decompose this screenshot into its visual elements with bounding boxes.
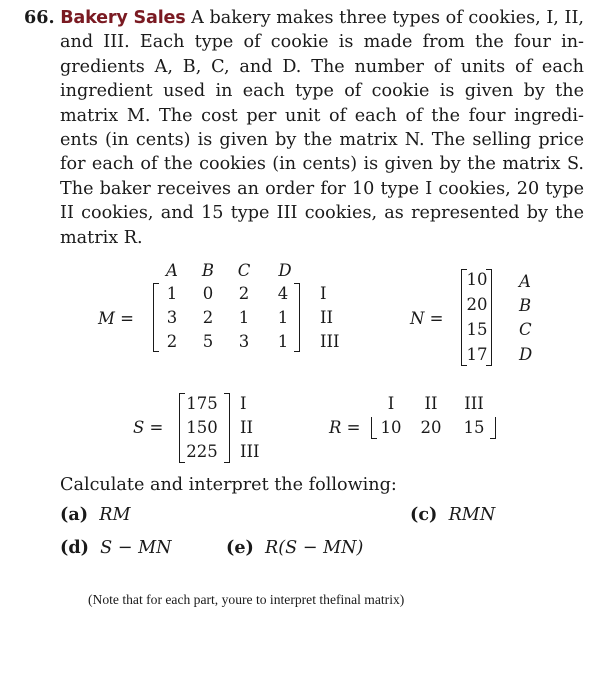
matrix-n-label: N =: [410, 309, 444, 328]
matrix-n-row-label: B: [519, 296, 532, 315]
matrix-cell: 175: [186, 394, 218, 413]
matrix-cell: 1: [277, 308, 289, 327]
matrix-cell: 1: [166, 284, 178, 303]
problem-line: ents (in cents) is given by the matrix N. The selling price: [60, 129, 584, 150]
problem-text: [24, 6, 584, 250]
problem-line: The baker receives an order for 10 type I cookies, 20 type: [60, 178, 584, 199]
matrix-m-row-label: I: [320, 284, 327, 303]
matrix-n-row-label: A: [519, 272, 531, 291]
problem-number: 66.: [24, 7, 55, 28]
matrix-cell: 20: [466, 295, 488, 314]
matrix-cell: 10: [466, 270, 488, 289]
matrix-r-label: R =: [329, 418, 361, 437]
problem-line: 66. Bakery Sales A bakery makes three types of cookies, I, II,: [24, 7, 584, 28]
problem-line: ingredient used in each type of cookie is given by the: [60, 81, 584, 102]
matrix-n-row-label: D: [519, 345, 533, 364]
matrix-cell: 2: [238, 284, 250, 303]
matrix-cell: 17: [466, 345, 488, 364]
matrix-cell: 2: [202, 308, 214, 327]
problem-line: and III. Each type of cookie is made from the four in-: [60, 32, 584, 53]
matrix-m-row-label: III: [320, 332, 340, 351]
matrix-cell: 225: [186, 442, 218, 461]
problem-line: for each of the cookies (in cents) is given by the matrix S.: [60, 154, 584, 175]
matrix-m-row-label: II: [320, 308, 334, 327]
matrix-cell: 3: [238, 332, 250, 351]
problem-line: matrix R.: [60, 227, 143, 248]
problem-line: gredients A, B, C, and D. The number of units of each: [60, 56, 584, 77]
problem-line: matrix M. The cost per unit of each of the four ingredi-: [60, 105, 584, 126]
matrix-m-col-label: C: [237, 261, 251, 280]
matrix-cell: 2: [166, 332, 178, 351]
matrix-cell: 4: [277, 284, 289, 303]
matrix-cell: 10: [380, 418, 402, 437]
matrix-r-col-label: III: [464, 394, 484, 413]
matrix-s-row-label: III: [240, 442, 260, 461]
matrix-m-col-label: D: [278, 261, 292, 280]
matrix-cell: 3: [166, 308, 178, 327]
note: (Note that for each part, youre to interpret thefinal matrix): [88, 592, 405, 607]
matrix-cell: 15: [466, 320, 488, 339]
matrix-cell: 1: [277, 332, 289, 351]
matrix-s-right-bracket: [224, 393, 230, 463]
part-a: (a) RM: [60, 504, 131, 525]
part-d: (d) S − MN: [60, 537, 172, 558]
matrix-s-label: S =: [133, 418, 164, 437]
problem-title: Bakery Sales: [60, 8, 186, 28]
matrix-r-col-label: II: [424, 394, 438, 413]
matrix-m-label: M =: [98, 309, 134, 328]
matrix-cell: 20: [420, 418, 442, 437]
problem-line: II cookies, and 15 type III cookies, as represented by the: [60, 203, 584, 224]
matrix-s-row-label: II: [240, 418, 254, 437]
instructions: Calculate and interpret the following:: [60, 475, 397, 495]
matrix-m-col-label: B: [201, 261, 215, 280]
matrix-n-row-label: C: [519, 320, 532, 339]
matrix-s-row-label: I: [240, 394, 247, 413]
matrix-r-right-bracket: [490, 417, 496, 439]
matrix-cell: 1: [238, 308, 250, 327]
matrix-cell: 0: [202, 284, 214, 303]
matrix-cell: 5: [202, 332, 214, 351]
matrix-cell: 150: [186, 418, 218, 437]
part-e: (e) R(S − MN): [226, 537, 364, 558]
matrix-m-col-label: A: [166, 261, 178, 280]
matrix-r-col-label: I: [387, 394, 395, 413]
matrix-cell: 15: [463, 418, 485, 437]
part-c: (c) RMN: [410, 504, 496, 525]
